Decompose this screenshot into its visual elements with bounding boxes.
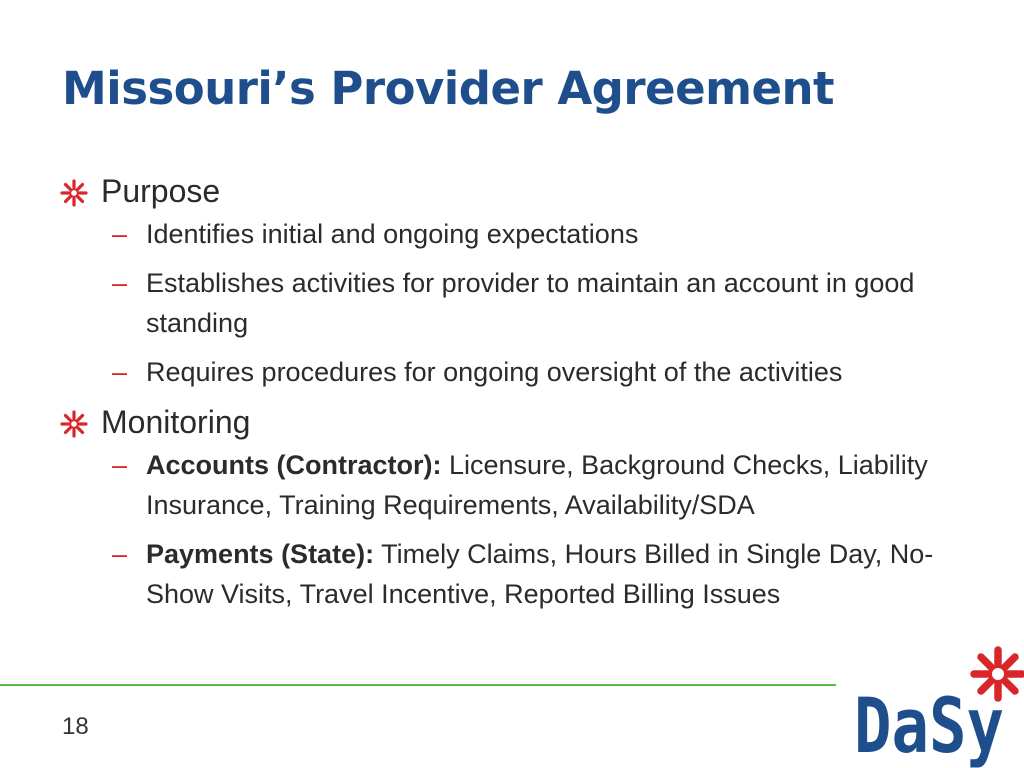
list-item-text: Requires procedures for ongoing oversight of the activities	[146, 357, 843, 387]
monitoring-sublist	[58, 445, 978, 614]
purpose-sublist	[58, 214, 978, 392]
list-item-text: Establishes activities for provider to maintain an account in good standing	[146, 268, 915, 338]
dash-marker: –	[112, 357, 128, 387]
dasy-flower-icon	[974, 650, 1022, 698]
dash-marker: –	[112, 539, 128, 569]
list-item	[58, 534, 978, 614]
page-number: 18	[62, 713, 89, 740]
list-item-text: Licensure, Background Checks, Liability Insurance, Training Requirements, Availability/SDA	[146, 450, 928, 520]
footer-divider	[0, 684, 836, 686]
list-item	[58, 352, 978, 392]
dash-marker: –	[112, 268, 128, 298]
list-item-heading: Payments (State):	[146, 539, 375, 569]
flower-icon	[60, 179, 88, 207]
dash-marker: –	[112, 450, 128, 480]
list-item	[58, 214, 978, 254]
bullet-purpose	[58, 170, 978, 212]
logo-text: DaSy	[854, 681, 1004, 768]
bullet-monitoring	[58, 401, 978, 443]
dash-marker: –	[112, 219, 128, 249]
list-item-text: Identifies initial and ongoing expectations	[146, 219, 639, 249]
bullet-label: Monitoring	[101, 404, 251, 440]
list-item-text: Timely Claims, Hours Billed in Single Day, No-Show Visits, Travel Incentive, Reported Billing Issues	[146, 539, 934, 609]
slide-title: Missouri’s Provider Agreement	[62, 62, 835, 115]
slide-content	[58, 170, 978, 623]
list-item	[58, 263, 978, 343]
dasy-logo	[852, 646, 1024, 768]
flower-icon	[60, 410, 88, 438]
list-item	[58, 445, 978, 525]
bullet-label: Purpose	[101, 173, 221, 209]
list-item-heading: Accounts (Contractor):	[146, 450, 442, 480]
